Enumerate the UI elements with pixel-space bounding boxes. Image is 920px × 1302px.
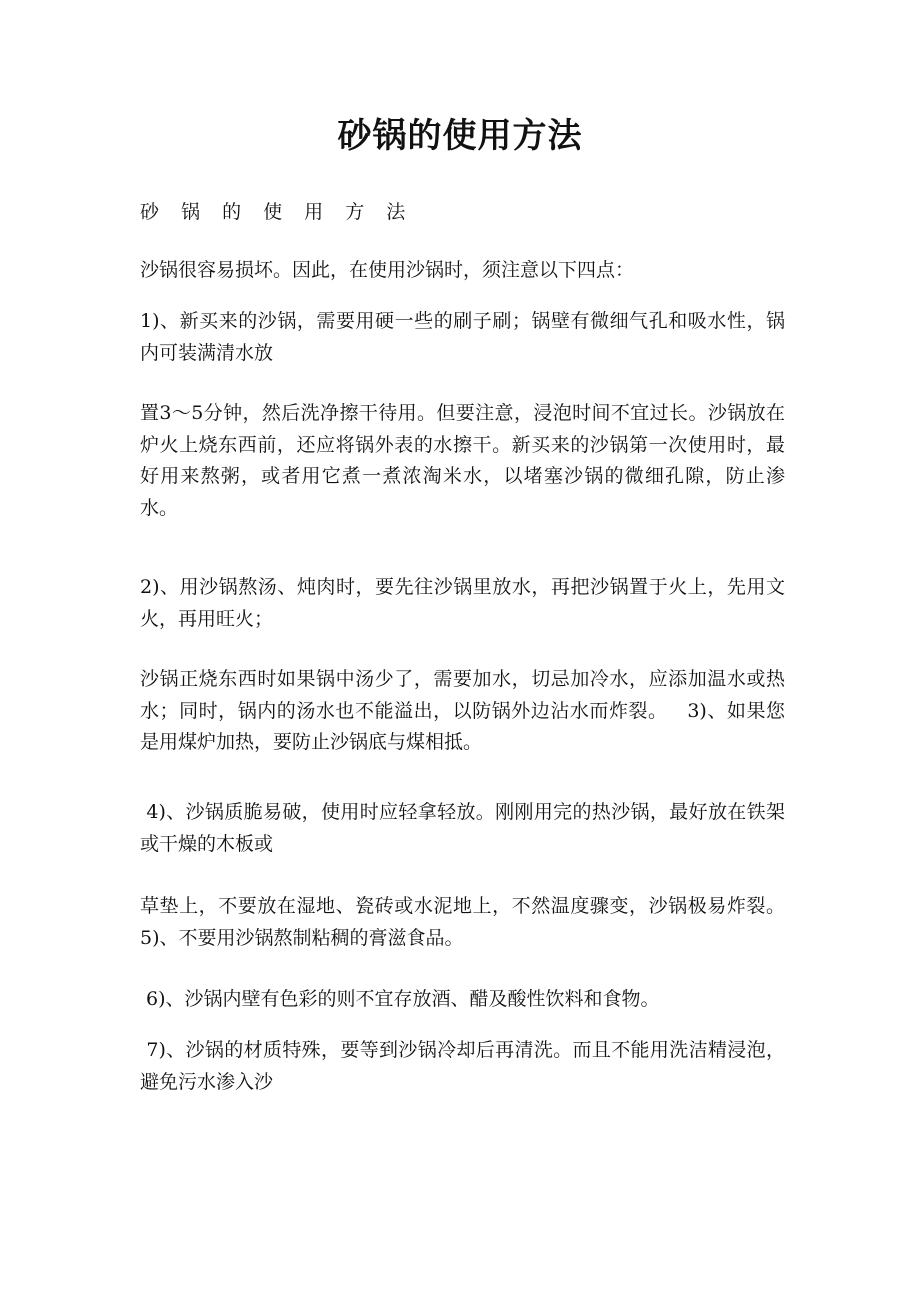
paragraph-1: 1)、新买来的沙锅，需要用硬一些的刷子刷；锅壁有微细气孔和吸水性，锅内可装满清水放 [140,310,785,364]
paragraph-4: 4)、沙锅质脆易破，使用时应轻拿轻放。刚刚用完的热沙锅，最好放在铁架或干燥的木板或 [140,801,785,855]
paragraph-2: 2)、用沙锅熬汤、炖肉时，要先往沙锅里放水，再把沙锅置于火上，先用文火，再用旺火； [140,576,785,630]
paragraph-6: 6)、沙锅内壁有色彩的则不宜存放酒、醋及酸性饮料和食物。 [140,988,660,1010]
paragraph-1-continued: 置3～5分钟，然后洗净擦干待用。但要注意，浸泡时间不宜过长。沙锅放在炉火上烧东西前，还应将锅外表的水擦干。新买来的沙锅第一次使用时，最好用来熬粥，或者用它煮一煮浓淘米水，以堵塞沙锅的微细孔隙，防止渗水。 [140,402,785,519]
paragraph-intro: 沙锅很容易损坏。因此，在使用沙锅时，须注意以下四点： [140,259,635,281]
subtitle: 砂 锅 的 使 用 方 法 [140,201,414,223]
paragraph-7: 7)、沙锅的材质特殊，要等到沙锅冷却后再清洗。而且不能用洗洁精浸泡，避免污水渗入沙 [140,1039,785,1093]
paragraph-4-continued: 草垫上，不要放在湿地、瓷砖或水泥地上，不然温度骤变，沙锅极易炸裂。 5)、不要用沙锅熬制粘稠的膏滋食品。 [140,895,798,949]
paragraph-2-continued: 沙锅正烧东西时如果锅中汤少了，需要加水，切忌加冷水，应添加温水或热水；同时，锅内的汤水也不能溢出，以防锅外边沾水而炸裂。 3)、如果您是用煤炉加热，要防止沙锅底与煤相抵。 [140,668,785,753]
page-title: 砂锅的使用方法 [337,116,583,156]
